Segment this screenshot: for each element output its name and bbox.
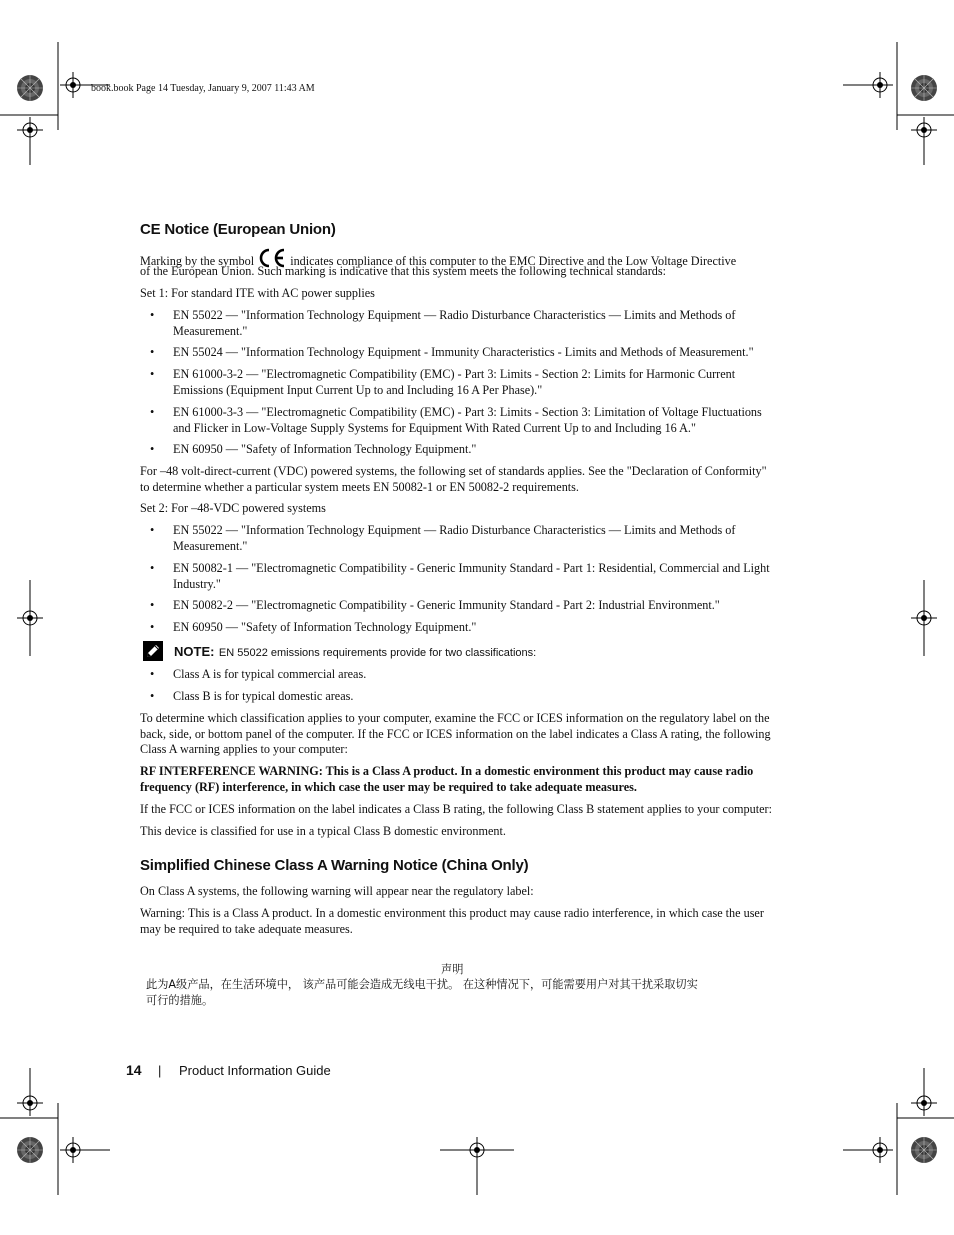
class-b-paragraph: If the FCC or ICES information on the label indicates a Class B rating, the following Class B statement applies to your computer: [140, 802, 772, 816]
bullet-icon: • [150, 561, 155, 575]
note-line [174, 643, 536, 661]
chinese-statement-title: 声明 [441, 963, 464, 976]
list-item-text: EN 60950 — "Safety of Information Technology Equipment." [173, 442, 477, 456]
bullet-icon: • [150, 308, 155, 322]
note-label: NOTE: [174, 644, 215, 659]
bullet-icon: • [150, 367, 155, 381]
classification-paragraph: To determine which classification applies to your computer, examine the FCC or ICES information on the regulatory label on the back, side, or bottom panel of the computer. If the FCC or ICES information on the label indicates a Class A rating, the following Class A warning applies to your computer: [140, 711, 771, 757]
ce-intro-line2: of the European Union. Such marking is indicative that this system meets the following technical standards: [140, 264, 666, 278]
print-header-stamp: book.book Page 14 Tuesday, January 9, 2007 11:43 AM [91, 83, 315, 94]
china-notice-heading: Simplified Chinese Class A Warning Notice (China Only) [140, 857, 529, 874]
bullet-icon: • [150, 598, 155, 612]
list-item-text: EN 55024 — "Information Technology Equipment - Immunity Characteristics - Limits and Methods of Measurement." [173, 345, 754, 359]
china-warning-english: Warning: This is a Class A product. In a domestic environment this product may cause radio interference, in which case the user may be required to take adequate measures. [140, 906, 764, 936]
list-item-text: Class B is for typical domestic areas. [173, 689, 354, 703]
list-item-text: EN 50082-1 — "Electromagnetic Compatibility - Generic Immunity Standard - Part 1: Residential, Commercial and Light Industry." [173, 561, 770, 591]
list-item-text: EN 60950 — "Safety of Information Technology Equipment." [173, 620, 477, 634]
ce-intro-after-symbol: indicates compliance of this computer to the EMC Directive and the Low Voltage Directive [290, 254, 737, 268]
list-item-text: Class A is for typical commercial areas. [173, 667, 367, 681]
rf-interference-warning: RF INTERFERENCE WARNING: This is a Class A product. In a domestic environment this product may cause radio frequency (RF) interference, in which case the user may be required to take adequate measures. [140, 764, 754, 794]
ce-notice-heading: CE Notice (European Union) [140, 221, 336, 238]
list-item-text: EN 61000-3-3 — "Electromagnetic Compatibility (EMC) - Part 3: Limits - Section 3: Limitation of Voltage Fluctuations and Flicker in Low-Voltage Supply Systems for Equipment With Rated Current Up to and Including 16 A." [173, 405, 762, 435]
footer-guide-title: Product Information Guide [179, 1063, 331, 1078]
set1-label: Set 1: For standard ITE with AC power supplies [140, 286, 375, 300]
footer-separator: | [158, 1063, 162, 1078]
class-b-statement: This device is classified for use in a typical Class B domestic environment. [140, 824, 506, 838]
note-text: EN 55022 emissions requirements provide for two classifications: [218, 647, 537, 659]
bullet-icon: • [150, 667, 155, 681]
bullet-icon: • [150, 620, 155, 634]
chinese-statement-line2: 可行的措施。 [146, 994, 214, 1007]
list-item-text: EN 55022 — "Information Technology Equipment — Radio Disturbance Characteristics — Limits and Methods of Measurement." [173, 308, 736, 338]
list-item-text: EN 55022 — "Information Technology Equipment — Radio Disturbance Characteristics — Limits and Methods of Measurement." [173, 523, 736, 553]
chinese-statement-line1: 此为A级产品，在生活环境中， 该产品可能会造成无线电干扰。 在这种情况下，可能需要用户对其干扰采取切实 [146, 978, 698, 991]
page-number: 14 [126, 1062, 142, 1078]
list-item-text: EN 50082-2 — "Electromagnetic Compatibility - Generic Immunity Standard - Part 2: Industrial Environment." [173, 598, 720, 612]
bullet-icon: • [150, 405, 155, 419]
list-item-text: EN 61000-3-2 — "Electromagnetic Compatibility (EMC) - Part 3: Limits - Section 2: Limits for Harmonic Current Emissions (Equipment Input Current Up to and Including 16 A Per Phase)." [173, 367, 736, 397]
bullet-icon: • [150, 523, 155, 537]
vdc-paragraph: For –48 volt-direct-current (VDC) powered systems, the following set of standards applies. See the "Declaration of Conformity" to determine whether a particular system meets EN 50082-1 or EN 50082-2 requirements. [140, 464, 767, 494]
bullet-icon: • [150, 689, 155, 703]
note-pencil-icon [143, 641, 163, 661]
set2-label: Set 2: For –48-VDC powered systems [140, 501, 326, 515]
bullet-icon: • [150, 442, 155, 456]
bullet-icon: • [150, 345, 155, 359]
china-intro: On Class A systems, the following warning will appear near the regulatory label: [140, 884, 534, 898]
ce-intro-before-symbol: Marking by the symbol [140, 254, 255, 268]
